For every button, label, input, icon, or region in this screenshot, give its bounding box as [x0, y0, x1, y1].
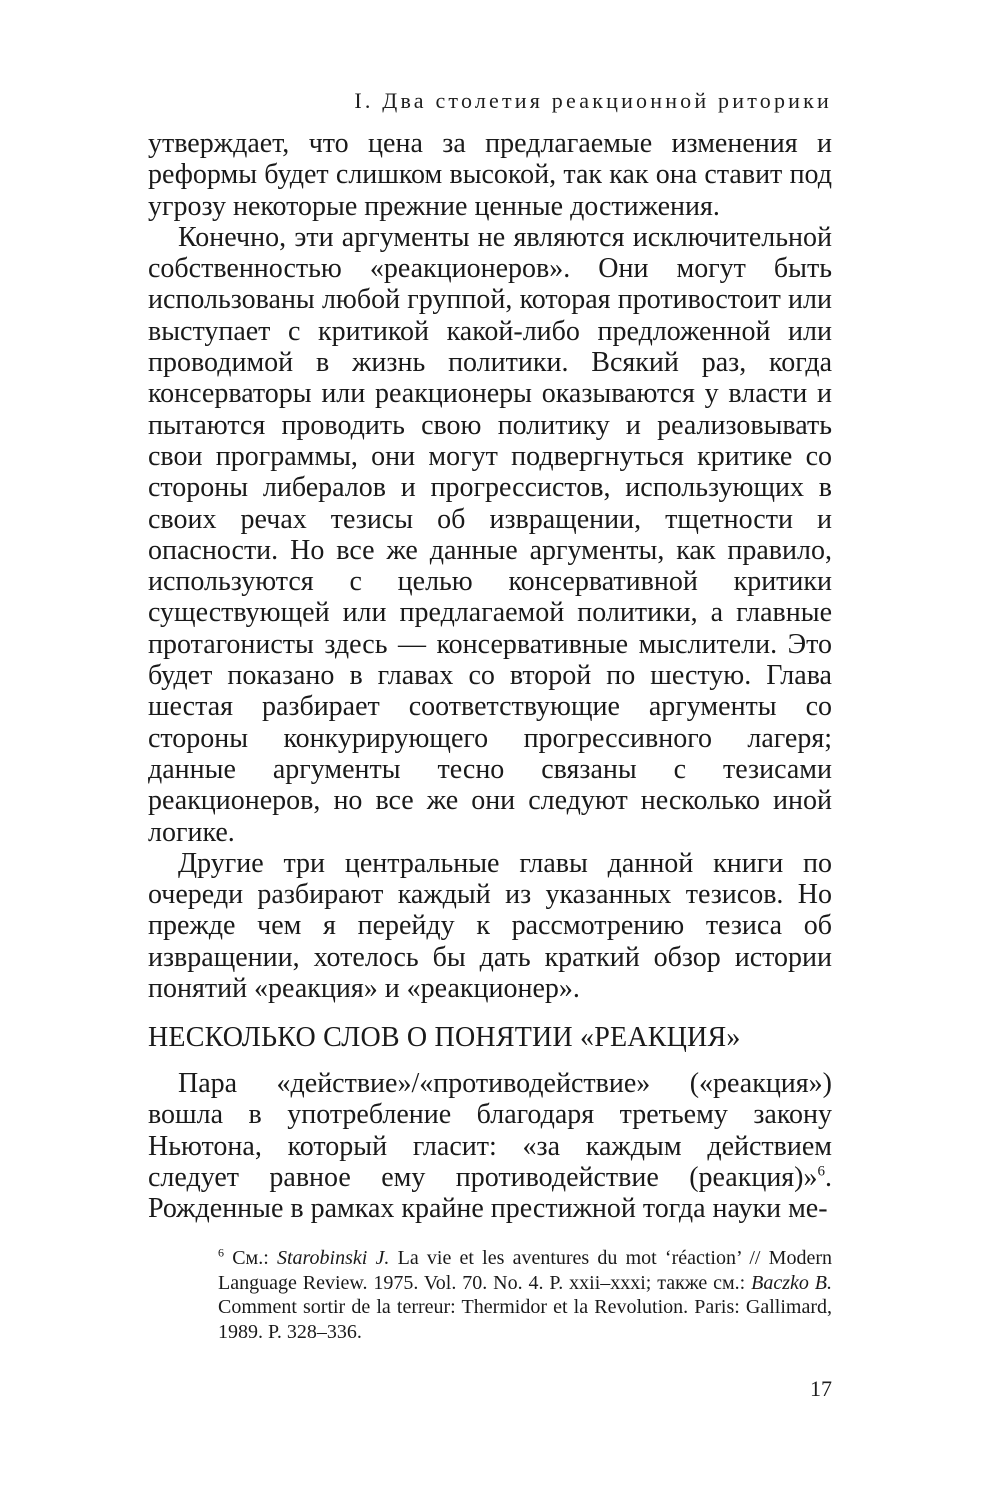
section-text	[148, 1068, 832, 1224]
paragraph-text: . Рожденные в рамках крайне престижной тогда науки ме-	[148, 1161, 832, 1225]
footnote-number: 6	[218, 1245, 224, 1260]
footnote-text: См.:	[224, 1247, 277, 1269]
footnote	[218, 1246, 832, 1344]
page-number: 17	[810, 1376, 832, 1401]
running-head: I. Два столетия реакционной риторики	[354, 88, 832, 113]
main-text	[148, 128, 832, 1004]
footnote-reference: 6	[817, 1163, 825, 1180]
paragraph: Другие три центральные главы данной книги по очереди разбирают каждый из указанных тезисов. Но прежде чем я перейду к рассмотрению тезиса об извращении, хотелось бы дать краткий обзор истории понятий «реакция» и «реакционер».	[148, 847, 832, 1005]
paragraph	[148, 1068, 832, 1224]
footnote-text: La vie et les aventures du mot ‘réaction’ // Modern Language Review. 1975. Vol. 70. No. 4. P. xxii–xxxi; также см.:	[218, 1247, 832, 1294]
paragraph-text: Пара «действие»/«противодействие» («реакция») вошла в употребление благодаря третьему закону Ньютона, который гласит: «за каждым действием следует равное ему противодействие (реакция)»	[148, 1068, 832, 1193]
paragraph: Конечно, эти аргументы не являются исключительной собственностью «реакционеров». Они могут быть использованы любой группой, которая противостоит или выступает с критикой какой-либо предложенной или проводимой в жизнь политики. Всякий раз, когда консерваторы или реакционеры оказываются у власти и пытаются проводить свою политику и реализовывать свои программы, они могут подвергнуться критике со стороны либералов и прогрессистов, использующих в своих речах тезисы об извращении, тщетности и опасности. Но все же данные аргументы, как правило, используются с целью консервативной критики существующей или предлагаемой политики, а главные протагонисты здесь — консервативные мыслители. Это будет показано в главах со второй по шестую. Глава шестая разбирает соответствующие аргументы со стороны конкурирующего прогрессивного лагеря; данные аргументы тесно связаны с тезисами реакционеров, но все же они следуют несколько иной логике.	[148, 221, 832, 848]
section-heading: НЕСКОЛЬКО СЛОВ О ПОНЯТИИ «РЕАКЦИЯ»	[148, 1022, 741, 1053]
footnote-author: Baczko B.	[751, 1271, 832, 1294]
footnote-author: Starobinski J.	[276, 1247, 390, 1269]
paragraph-continuation: утверждает, что цена за предлагаемые изменения и реформы будет слишком высокой, так как она ставит под угрозу некоторые прежние ценные достижения.	[148, 128, 832, 222]
footnote-text: Comment sortir de la terreur: Thermidor et la Revolution. Paris: Gallimard, 1989. P. 328–336.	[218, 1296, 832, 1343]
